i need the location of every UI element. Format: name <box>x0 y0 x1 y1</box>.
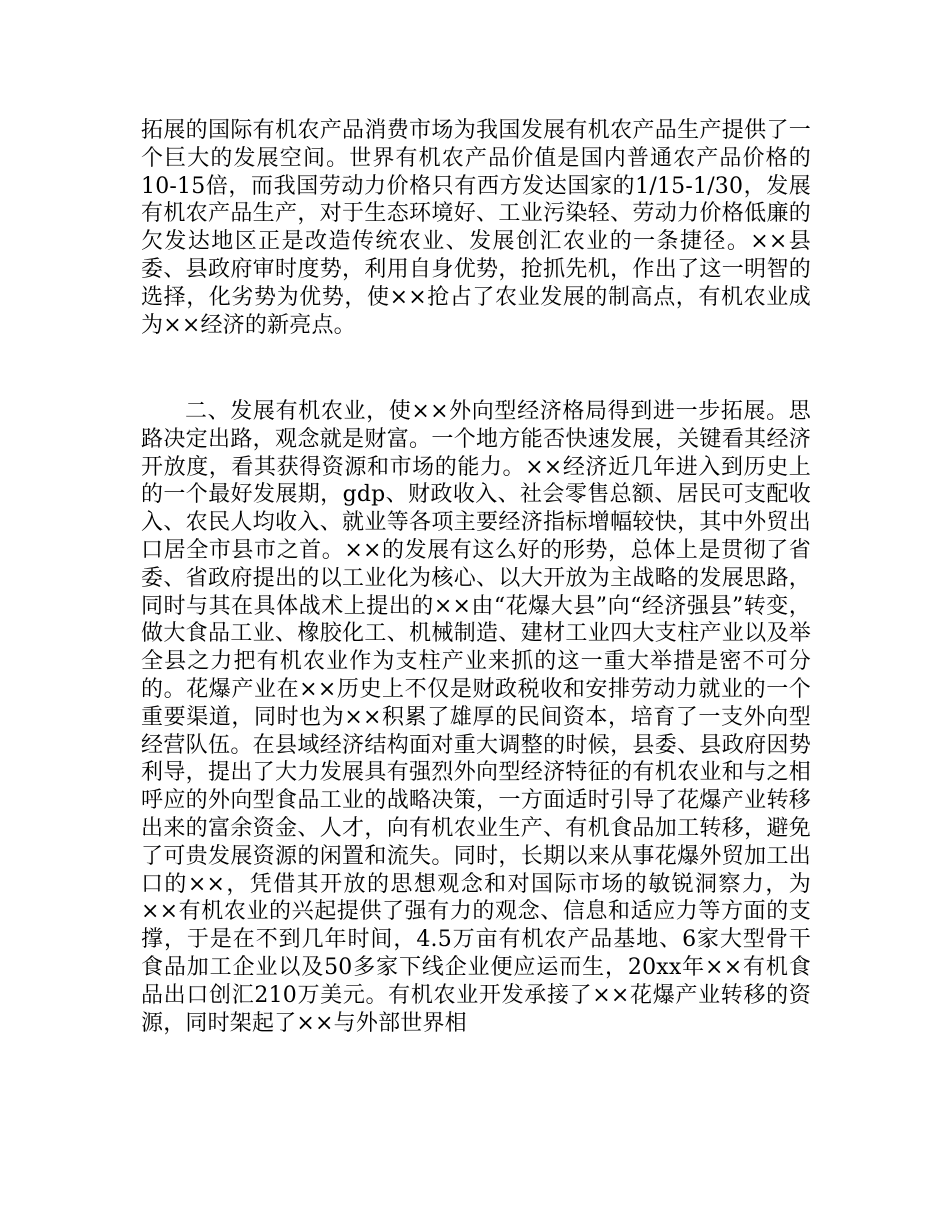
paragraph-2: 二、发展有机农业，使××外向型经济格局得到进一步拓展。思路决定出路，观念就是财富。一个地方能否快速发展，关键看其经济开放度，看其获得资源和市场的能力。××经济近几年进入到历史上的一个最好发展期，gdp、财政收入、社会零售总额、居民可支配收入、农民人均收入、就业等各项主要经济指标增幅较快，其中外贸出口居全市县市之首。××的发展有这么好的形势，总体上是贯彻了省委、省政府提出的以工业化为核心、以大开放为主战略的发展思路，同时与其在具体战术上提出的××由“花爆大县”向“经济强县”转变，做大食品工业、橡胶化工、机械制造、建材工业四大支柱产业以及举全县之力把有机农业作为支柱产业来抓的这一重大举措是密不可分的。花爆产业在××历史上不仅是财政税收和安排劳动力就业的一个重要渠道，同时也为××积累了雄厚的民间资本，培育了一支外向型经营队伍。在县域经济结构面对重大调整的时候，县委、县政府因势利导，提出了大力发展具有强烈外向型经济特征的有机农业和与之相呼应的外向型食品工业的战略决策，一方面适时引导了花爆产业转移出来的富余资金、人才，向有机农业生产、有机食品加工转移，避免了可贵发展资源的闲置和流失。同时，长期以来从事花爆外贸加工出口的××，凭借其开放的思想观念和对国际市场的敏锐洞察力，为××有机农业的兴起提供了强有力的观念、信息和适应力等方面的支撑，于是在不到几年时间，4.5万亩有机农产品基地、6家大型骨干食品加工企业以及50多家下线企业便应运而生，20xx年××有机食品出口创汇210万美元。有机农业开发承接了××花爆产业转移的资源，同时架起了××与外部世界相 <box>141 399 811 1036</box>
paragraph-1: 拓展的国际有机农产品消费市场为我国发展有机农产品生产提供了一个巨大的发展空间。世界有机农产品价值是国内普通农产品价格的10-15倍，而我国劳动力价格只有西方发达国家的1/15-1/30，发展有机农产品生产，对于生态环境好、工业污染轻、劳动力价格低廉的欠发达地区正是改造传统农业、发展创汇农业的一条捷径。××县委、县政府审时度势，利用自身优势，抢抓先机，作出了这一明智的选择，化劣势为优势，使××抢占了农业发展的制高点，有机农业成为××经济的新亮点。 <box>141 118 811 338</box>
